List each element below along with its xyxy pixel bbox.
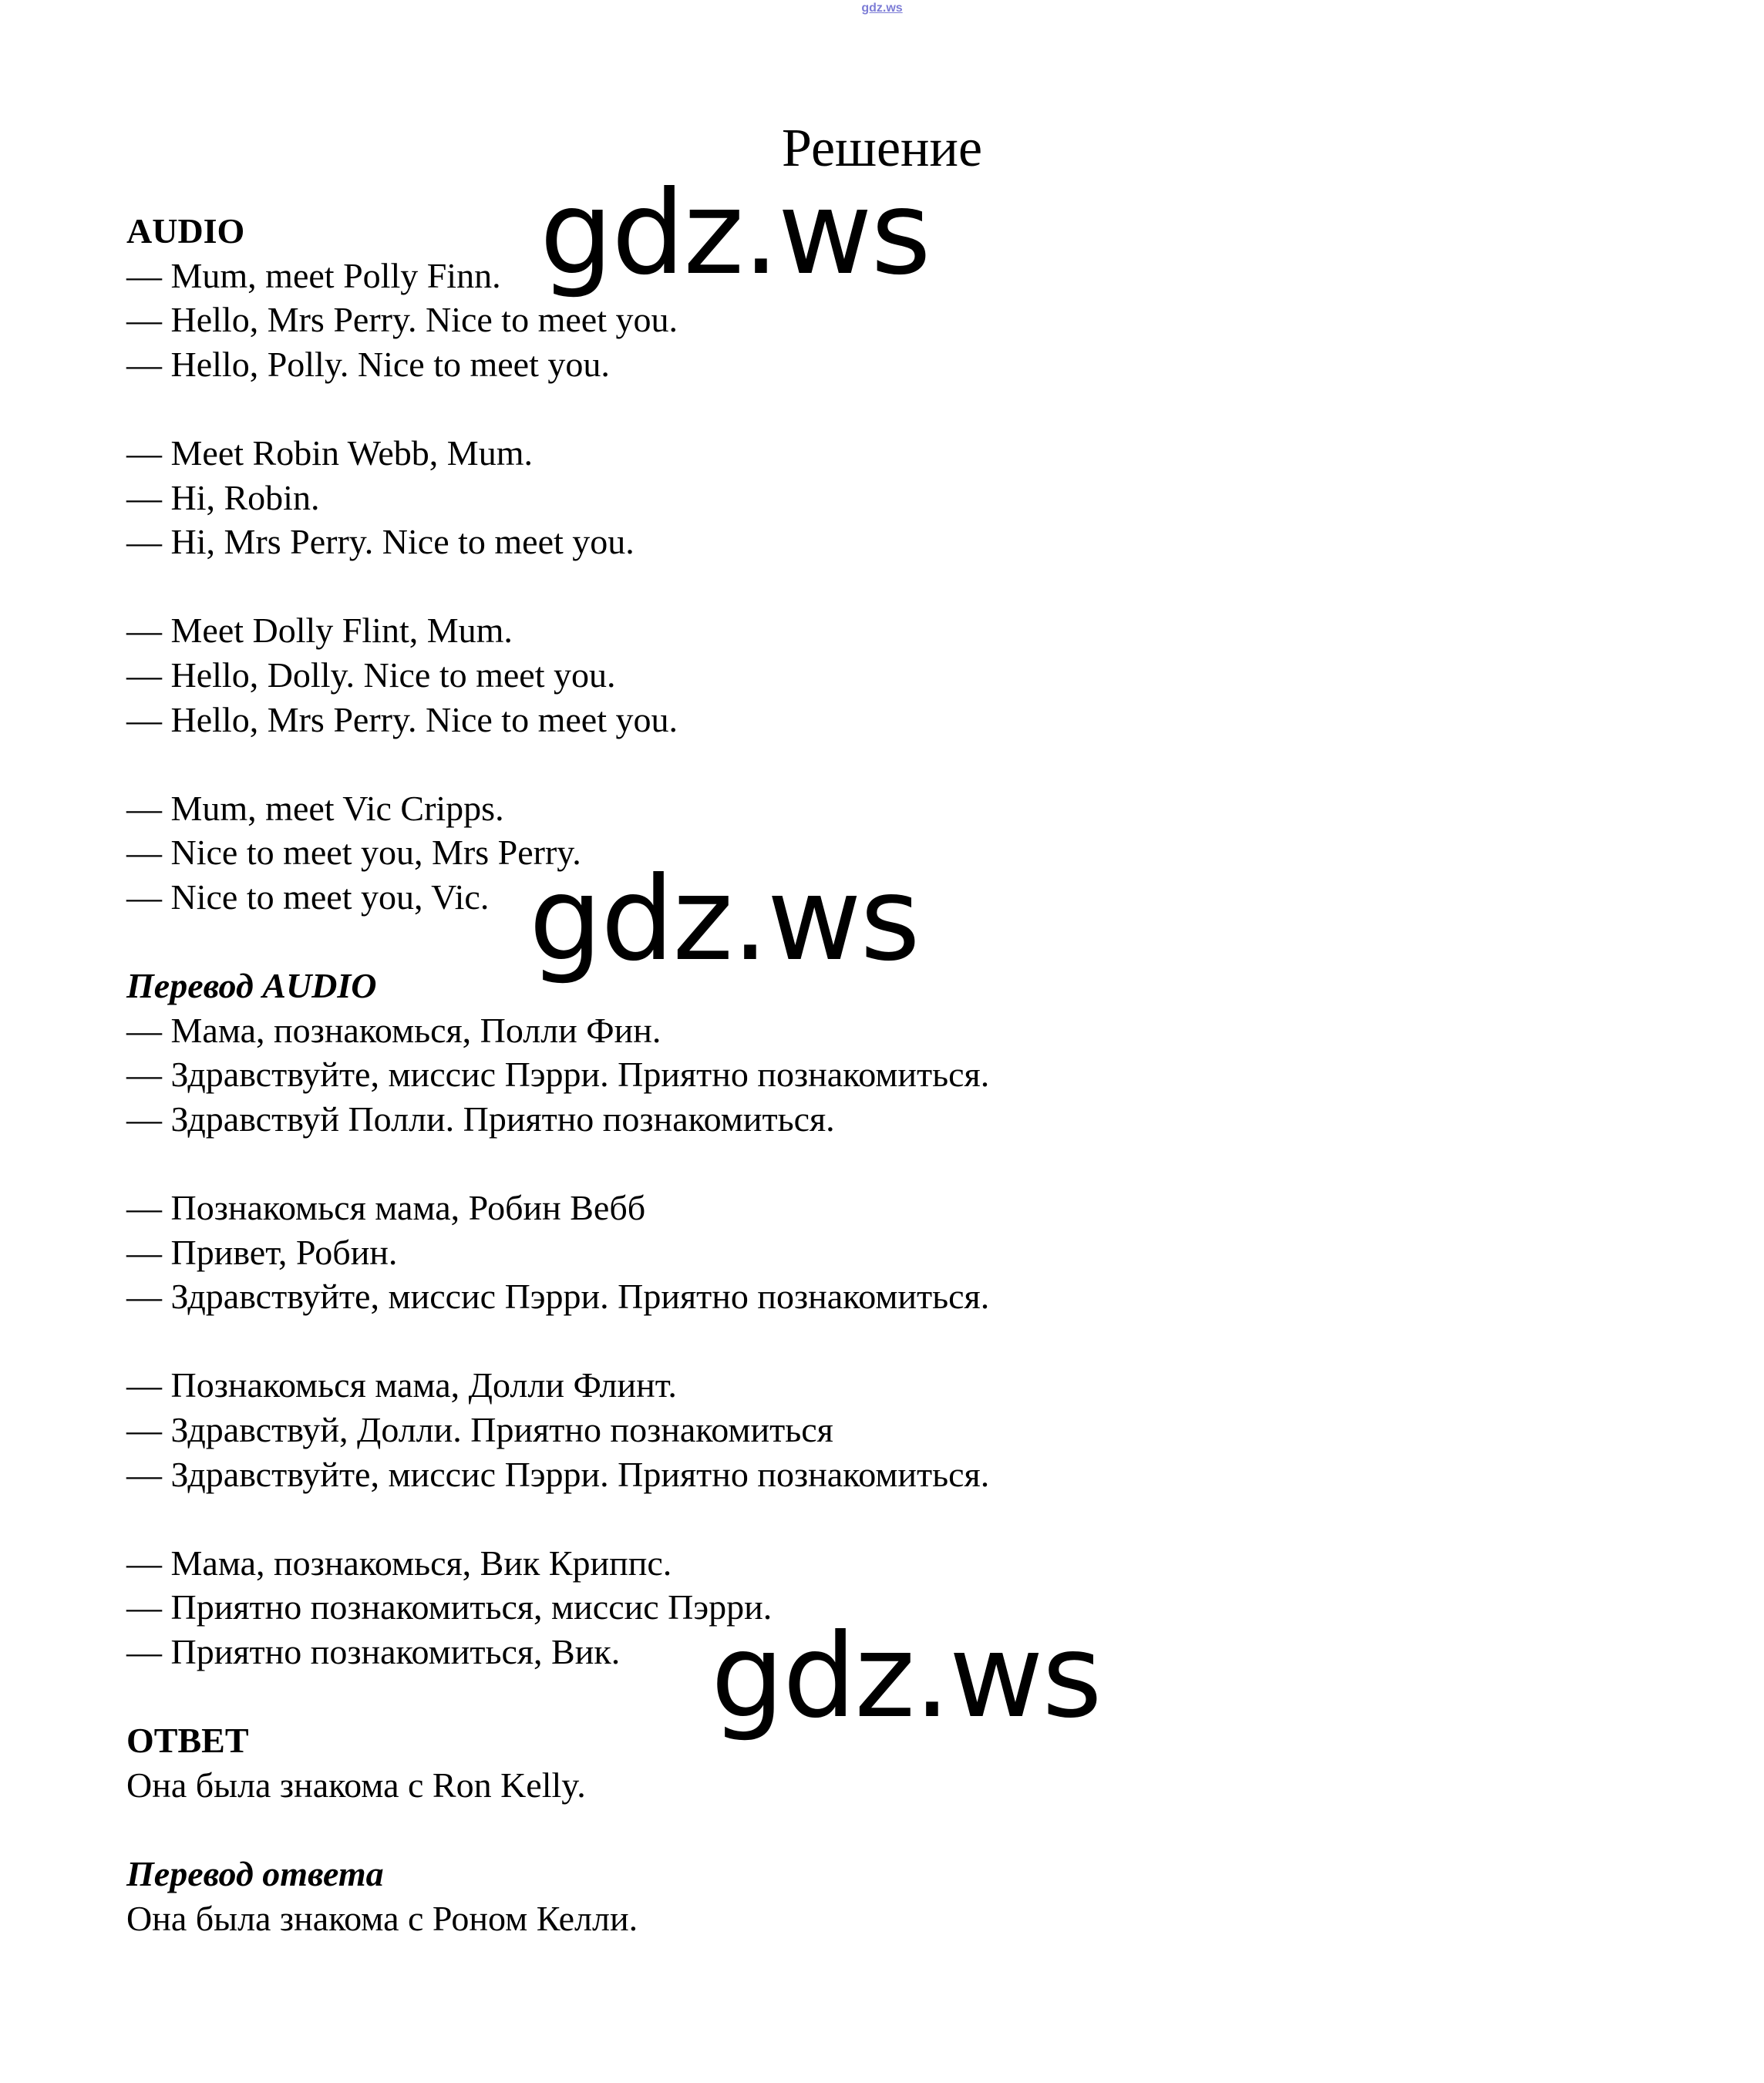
audio-line: — Hi, Robin.: [126, 477, 320, 517]
spacer: [126, 1807, 1591, 1852]
translation-line: — Приятно познакомиться, миссис Пэрри.: [126, 1587, 773, 1627]
translation-line: — Мама, познакомься, Вик Криппс.: [126, 1543, 672, 1583]
translation-line: — Здравствуй, Долли. Приятно познакомиться: [126, 1410, 833, 1450]
translation-line: — Здравствуйте, миссис Пэрри. Приятно познакомиться.: [126, 1055, 990, 1095]
answer-heading: ОТВЕТ: [126, 1721, 249, 1761]
audio-line: — Hello, Mrs Perry. Nice to meet you.: [126, 699, 678, 739]
spacer: [126, 386, 1591, 431]
audio-heading: AUDIO: [126, 211, 245, 251]
translation-line: — Привет, Робин.: [126, 1232, 398, 1272]
translation-line: — Здравствуйте, миссис Пэрри. Приятно познакомиться.: [126, 1454, 990, 1494]
audio-line: — Mum, meet Polly Finn.: [126, 255, 501, 295]
translation-heading: Перевод AUDIO: [126, 966, 377, 1006]
audio-line: — Nice to meet you, Mrs Perry.: [126, 833, 581, 873]
translation-line: — Приятно познакомиться, Вик.: [126, 1632, 621, 1671]
answer-translation-text: Она была знакома с Роном Келли.: [126, 1898, 638, 1938]
audio-line: — Nice to meet you, Vic.: [126, 877, 490, 917]
spacer: [126, 1496, 1591, 1541]
translation-line: — Познакомься мама, Робин Вебб: [126, 1188, 646, 1228]
answer-text: Она была знакома с Ron Kelly.: [126, 1765, 586, 1805]
top-watermark-link: gdz.ws: [861, 2, 903, 15]
translation-line: — Мама, познакомься, Полли Фин.: [126, 1010, 662, 1050]
spacer: [126, 1141, 1591, 1186]
audio-line: — Meet Dolly Flint, Mum.: [126, 611, 513, 651]
spacer: [126, 1319, 1591, 1364]
spacer: [126, 742, 1591, 786]
watermark: gdz.ws: [540, 167, 930, 301]
audio-line: — Hello, Polly. Nice to meet you.: [126, 344, 610, 384]
audio-line: — Hello, Dolly. Nice to meet you.: [126, 655, 616, 695]
answer-translation-heading: Перевод ответа: [126, 1853, 384, 1893]
translation-line: — Познакомься мама, Долли Флинт.: [126, 1365, 677, 1405]
audio-line: — Hello, Mrs Perry. Nice to meet you.: [126, 300, 678, 340]
translation-line: — Здравствуй Полли. Приятно познакомиться.: [126, 1099, 835, 1139]
translation-line: — Здравствуйте, миссис Пэрри. Приятно познакомиться.: [126, 1277, 990, 1317]
audio-line: — Meet Robin Webb, Mum.: [126, 432, 533, 473]
watermark: gdz.ws: [529, 853, 919, 987]
page-title: Решение: [781, 119, 983, 178]
audio-line: — Mum, meet Vic Cripps.: [126, 788, 504, 828]
spacer: [126, 564, 1591, 609]
watermark: gdz.ws: [711, 1610, 1101, 1744]
audio-line: — Hi, Mrs Perry. Nice to meet you.: [126, 522, 635, 562]
